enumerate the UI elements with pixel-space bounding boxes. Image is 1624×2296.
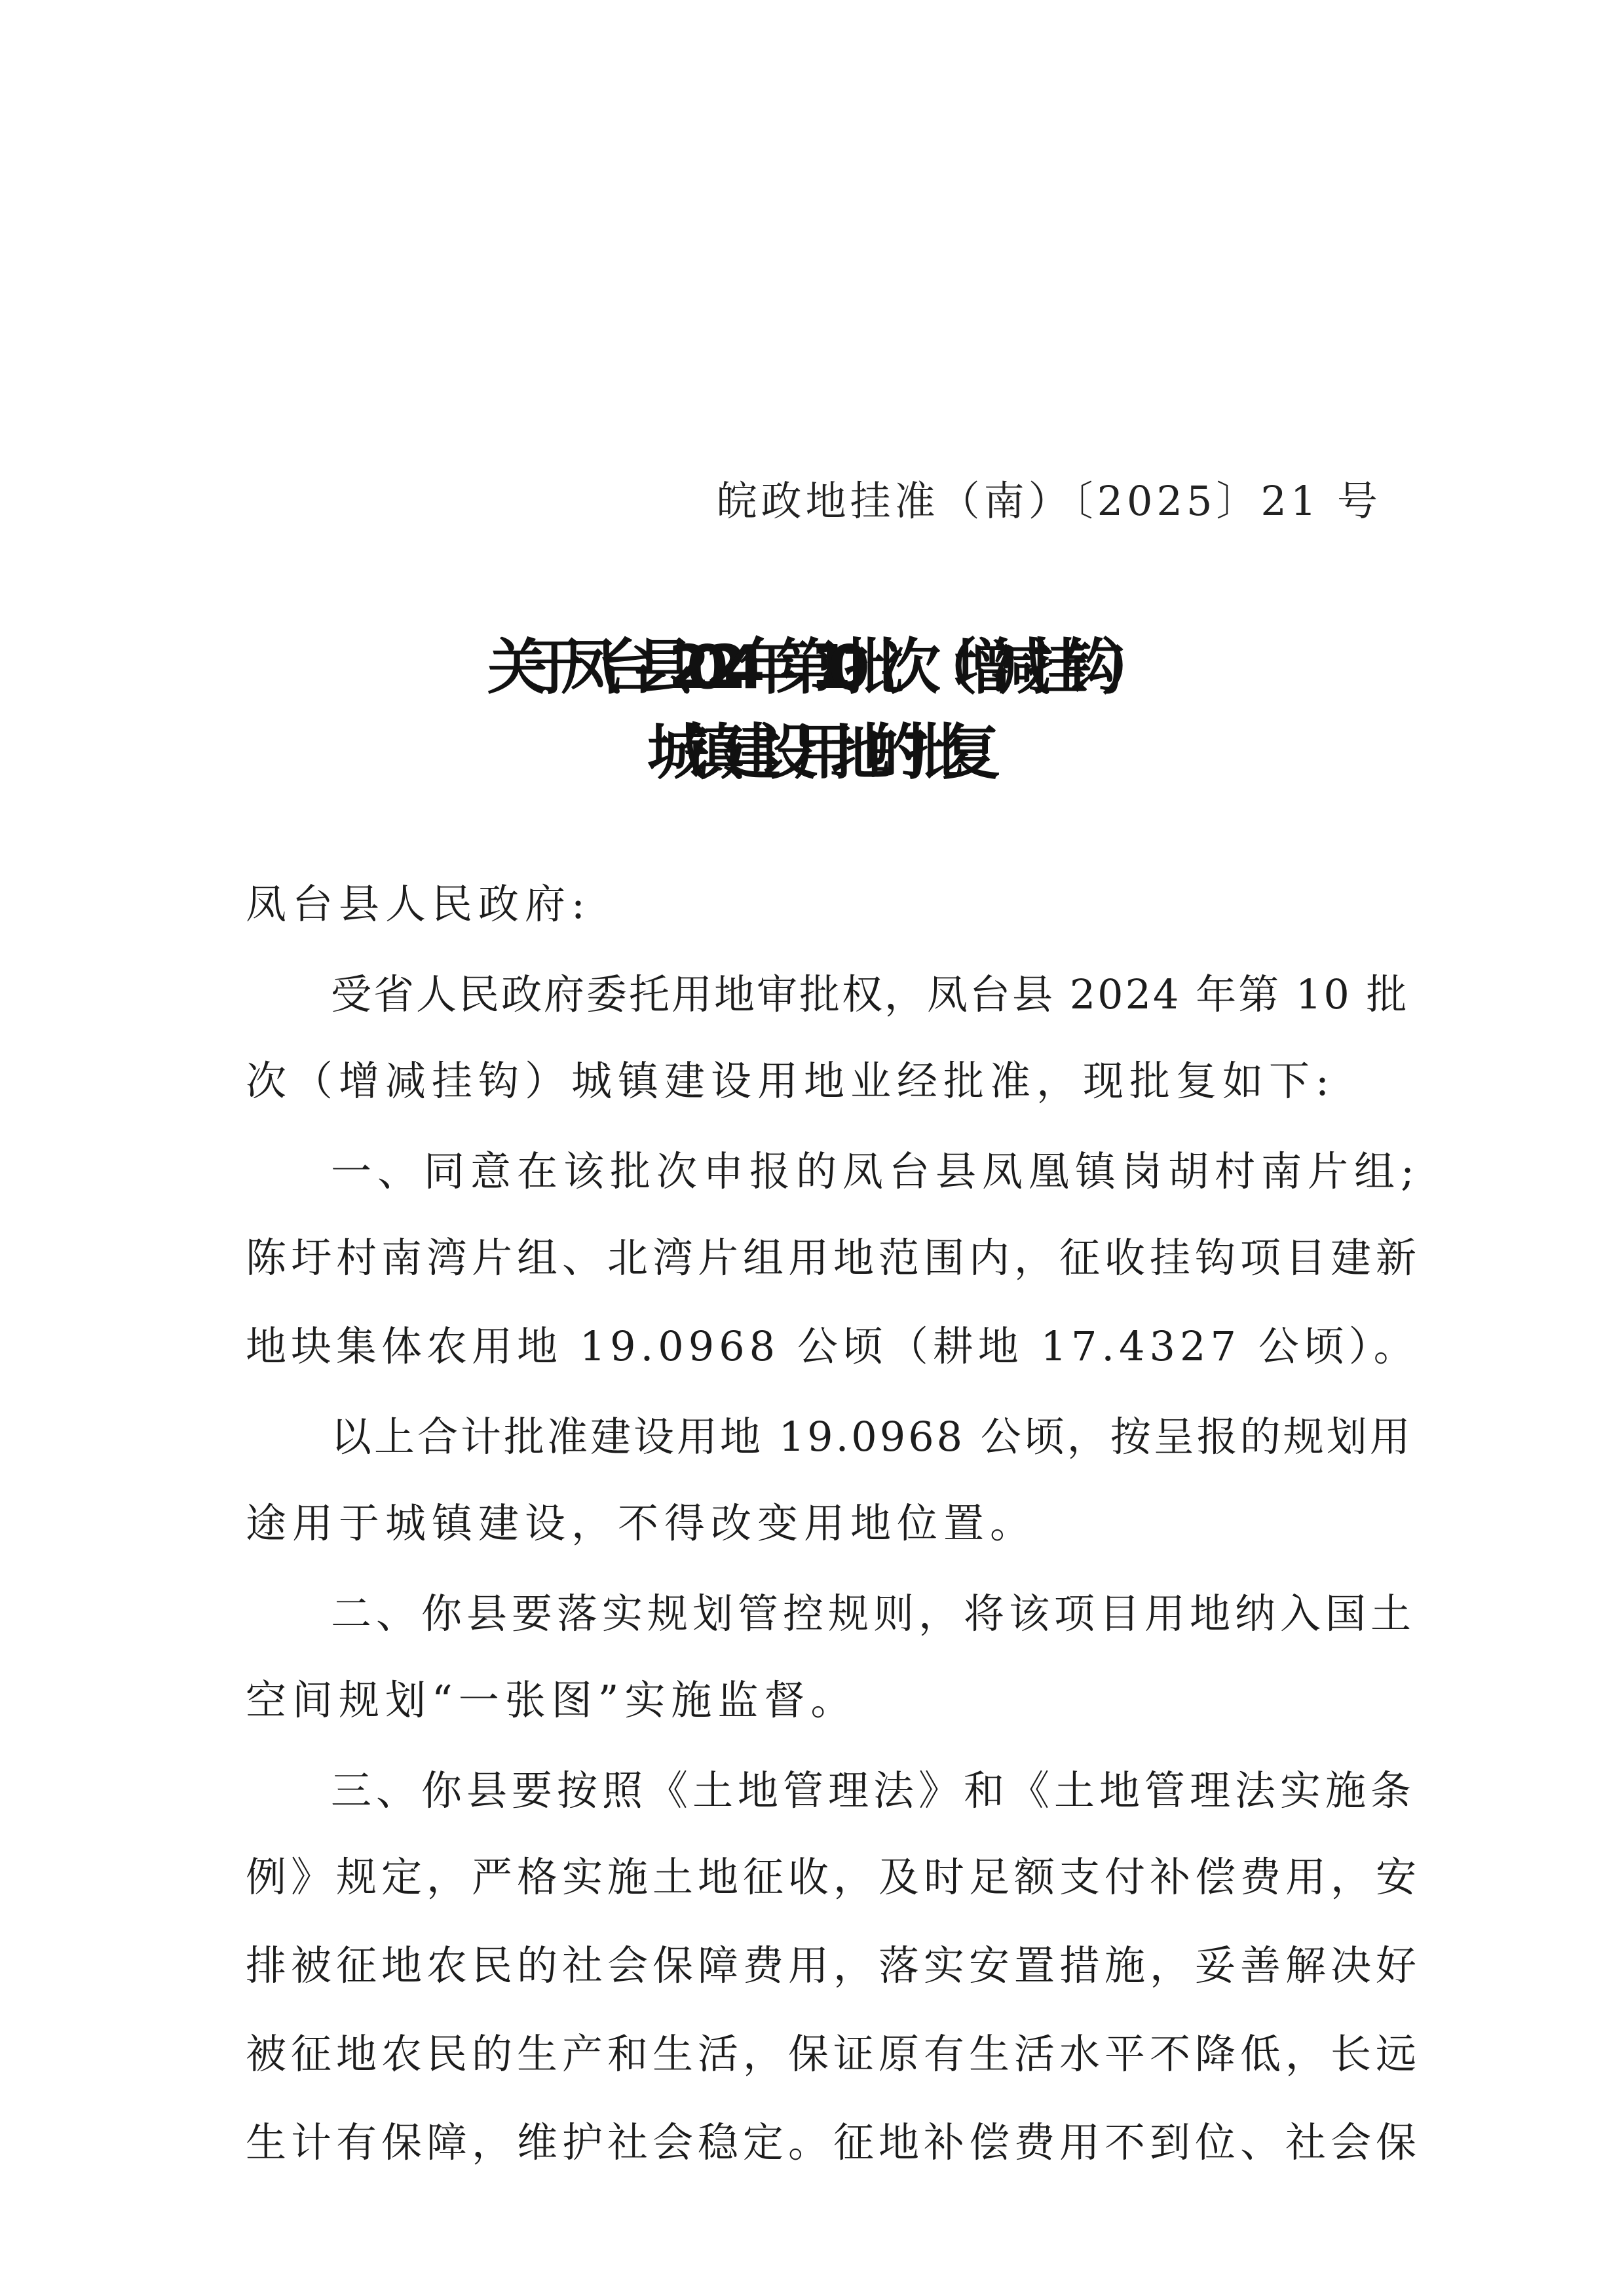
- document-title-line-2: 城镇建设用地的批复: [647, 718, 977, 788]
- body-line: 被征地农民的生产和生活，保证原有生活水平不降低，长远: [246, 2030, 1422, 2078]
- body-line: 次（增减挂钩）城镇建设用地业经批准，现批复如下:: [246, 1057, 1335, 1105]
- body-line: 途用于城镇建设，不得改变用地位置。: [246, 1499, 1037, 1547]
- document-number: 皖政地挂准（南）〔2025〕21 号: [716, 477, 1382, 525]
- body-line: 陈圩村南湾片组、北湾片组用地范围内，征收挂钩项目建新: [246, 1234, 1422, 1282]
- body-line: 三、你县要按照《土地管理法》和《土地管理法实施条: [331, 1767, 1416, 1814]
- document-title-line-1: 关于凤台县 2024 年第 10 批次（增减挂钩）: [487, 632, 1138, 702]
- body-line: 一、同意在该批次申报的凤台县凤凰镇岗胡村南片组;: [331, 1147, 1420, 1195]
- body-line: 二、你县要落实规划管控规则，将该项目用地纳入国土: [331, 1590, 1416, 1637]
- body-line: 受省人民政府委托用地审批权，凤台县 2024 年第 10 批: [331, 970, 1409, 1018]
- body-line: 以上合计批准建设用地 19.0968 公顷，按呈报的规划用: [331, 1413, 1413, 1461]
- body-line: 排被征地农民的社会保障费用，落实安置措施，妥善解决好: [246, 1942, 1422, 1989]
- body-line: 例》规定，严格实施土地征收，及时足额支付补偿费用，安: [246, 1853, 1422, 1901]
- body-line: 地块集体农用地 19.0968 公顷（耕地 17.4327 公顷）。: [246, 1322, 1419, 1370]
- body-line: 空间规划“一张图”实施监督。: [246, 1676, 858, 1724]
- addressee: 凤台县人民政府:: [246, 880, 591, 928]
- body-line: 生计有保障，维护社会稳定。征地补偿费用不到位、社会保: [246, 2118, 1422, 2166]
